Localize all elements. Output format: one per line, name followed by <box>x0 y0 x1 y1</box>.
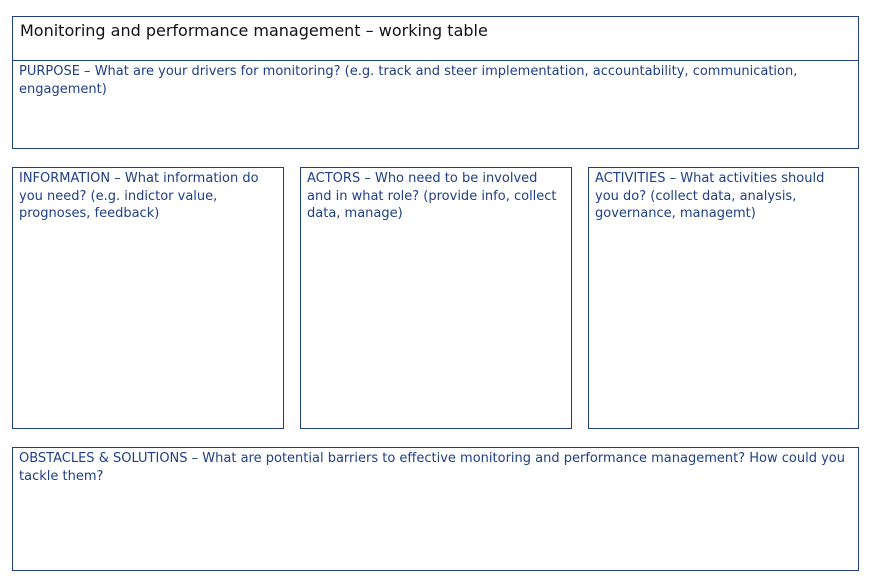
purpose-section[interactable] <box>12 60 859 149</box>
actors-prompt: ACTORS – Who need to be involved and in what role? (provide info, collect data, manage) <box>307 171 557 221</box>
page-title: Monitoring and performance management – working table <box>20 21 488 40</box>
information-prompt: INFORMATION – What information do you need? (e.g. indictor value, prognoses, feedback) <box>19 171 259 221</box>
obstacles-prompt: OBSTACLES & SOLUTIONS – What are potential barriers to effective monitoring and performance management? How could you tackle them? <box>19 451 845 484</box>
activities-prompt: ACTIVITIES – What activities should you do? (collect data, analysis, governance, managemt) <box>595 171 825 221</box>
purpose-prompt: PURPOSE – What are your drivers for monitoring? (e.g. track and steer implementation, accountability, communication, engagement) <box>19 64 798 97</box>
activities-section[interactable] <box>588 167 859 429</box>
title-box <box>12 16 859 61</box>
actors-section[interactable] <box>300 167 572 429</box>
obstacles-section[interactable] <box>12 447 859 571</box>
information-section[interactable] <box>12 167 284 429</box>
